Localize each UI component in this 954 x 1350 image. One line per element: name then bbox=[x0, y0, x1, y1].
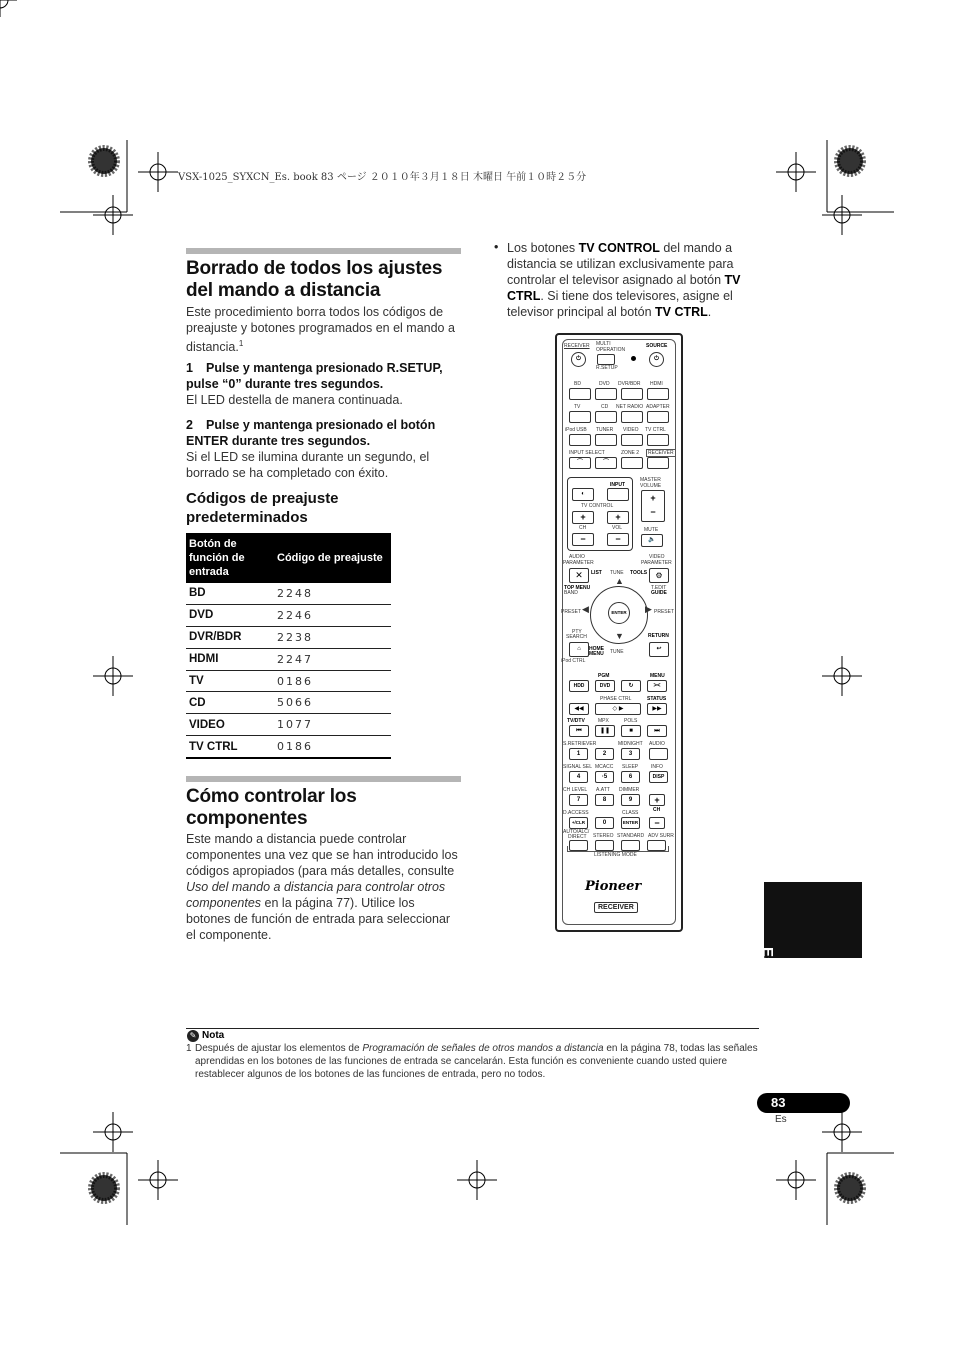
ipodusb-button[interactable] bbox=[569, 434, 591, 446]
label-dvrbdr: DVR/BDR bbox=[618, 381, 641, 387]
dpad-down-button[interactable]: ▼ bbox=[615, 631, 624, 641]
menu-button[interactable]: >< bbox=[647, 680, 667, 692]
step-2 bbox=[186, 417, 461, 481]
label-sleep: SLEEP bbox=[622, 764, 639, 770]
section-title-control: Cómo controlar los componentes bbox=[186, 786, 357, 829]
dpad-right-button[interactable]: ▶ bbox=[645, 604, 652, 614]
pioneer-logo: Pioneer bbox=[585, 879, 642, 894]
label-bd: BD bbox=[574, 381, 581, 387]
note-italic: Programación de señales de otros mandos a distancia bbox=[362, 1043, 604, 1054]
dpad-left-button[interactable]: ◀ bbox=[582, 604, 589, 614]
loop-button[interactable]: ↻ bbox=[621, 680, 641, 692]
channel-down-button[interactable]: − bbox=[649, 817, 665, 829]
section-title-reset: Borrado de todos los ajustes del mando a distancia bbox=[186, 258, 443, 301]
cd-button[interactable] bbox=[595, 411, 617, 423]
label-receiver: RECEIVER bbox=[564, 343, 590, 349]
label-hdmi: HDMI bbox=[650, 381, 663, 387]
number-2-button[interactable]: 2 bbox=[595, 748, 614, 760]
audio-parameter-button[interactable]: ✕ bbox=[569, 568, 589, 583]
label-ch: CH bbox=[579, 525, 587, 531]
label-tvcontrol: TV CONTROL bbox=[581, 503, 614, 509]
label-zone2: ZONE 2 bbox=[621, 450, 640, 456]
label-tune-bottom: TUNE bbox=[610, 649, 624, 655]
dpad-up-button[interactable]: ▲ bbox=[615, 576, 624, 586]
step-2-number: 2 bbox=[186, 418, 193, 432]
label-volume: VOLUME bbox=[640, 483, 662, 489]
section-rule bbox=[186, 248, 461, 254]
input-select-left-button[interactable]: ⌒ bbox=[569, 457, 591, 469]
bullet-bold: TV CTRL bbox=[507, 273, 741, 303]
bullet-seg: . bbox=[707, 305, 712, 319]
step-1-text: Pulse y mantenga presionado R.SETUP, pulse “0” durante tres segundos. bbox=[186, 361, 443, 391]
label-band: BAND bbox=[564, 590, 578, 596]
tv-input-button[interactable] bbox=[607, 488, 629, 501]
note-icon: ✎ bbox=[187, 1030, 199, 1042]
led-indicator bbox=[631, 356, 636, 361]
remote-controls bbox=[555, 333, 683, 932]
label-video: VIDEO bbox=[623, 427, 639, 433]
label-inputselect: INPUT SELECT bbox=[569, 450, 605, 456]
number-3-button[interactable]: 3 bbox=[621, 748, 640, 760]
fast-forward-button[interactable]: ▶▶ bbox=[647, 703, 667, 715]
page-number: 83 bbox=[771, 1095, 786, 1110]
bullet-dot: • bbox=[494, 240, 499, 254]
label-midnight: MIDNIGHT bbox=[618, 741, 643, 747]
label-home-menu: MENU bbox=[589, 651, 604, 657]
label-ch-right: CH bbox=[653, 807, 661, 813]
label-audio-parameter: PARAMETER bbox=[563, 560, 594, 566]
number-6-button[interactable]: 6 bbox=[621, 771, 640, 783]
hdd-button[interactable]: HDD bbox=[569, 680, 589, 692]
video-button[interactable] bbox=[621, 434, 643, 446]
step-2-instruction bbox=[186, 417, 461, 449]
number-7-button[interactable]: 7 bbox=[569, 794, 588, 806]
step-2-result: Si el LED se ilumina durante un segundo, el borrado se ha completado con éxito. bbox=[186, 450, 430, 480]
label-videop: VIDEO bbox=[649, 554, 665, 560]
label-status: STATUS bbox=[647, 696, 667, 702]
label-tv: TV bbox=[574, 404, 581, 410]
cell-code: 0186 bbox=[274, 670, 391, 692]
label-input: INPUT bbox=[610, 482, 625, 488]
table-row bbox=[186, 714, 391, 736]
number-1-button[interactable]: 1 bbox=[569, 748, 588, 760]
subsection-title: Códigos de preajuste predeterminados bbox=[186, 490, 339, 526]
return-button[interactable]: ↩ bbox=[649, 642, 669, 657]
cell-button: TV CTRL bbox=[186, 736, 274, 758]
bullet-bold: TV CTRL bbox=[655, 305, 708, 319]
channel-up-button[interactable]: + bbox=[649, 794, 665, 806]
pause-button[interactable]: ❚❚ bbox=[595, 725, 615, 737]
label-mcacc: MCACC bbox=[595, 764, 614, 770]
label-dimmer: DIMMER bbox=[619, 787, 640, 793]
label-operation: OPERATION bbox=[596, 347, 626, 353]
previous-button[interactable]: ⏮ bbox=[569, 725, 589, 737]
stop-button[interactable]: ■ bbox=[621, 725, 641, 737]
lang-code: Es bbox=[775, 1114, 787, 1125]
adapter-button[interactable] bbox=[647, 411, 669, 423]
label-autoalc: AUTO/ALC/ bbox=[563, 829, 590, 835]
vol-down-button[interactable]: − bbox=[607, 533, 629, 546]
cell-code: 2248 bbox=[274, 583, 391, 604]
label-standard: STANDARD bbox=[617, 833, 645, 839]
dvd-button[interactable] bbox=[595, 388, 617, 400]
bullet-seg: del mando a distancia se utilizan exclusivamente para controlar el televisor asignado al botón bbox=[507, 241, 734, 287]
label-info: INFO bbox=[651, 764, 663, 770]
label-search: SEARCH bbox=[566, 634, 587, 640]
label-chlevel: CH LEVEL bbox=[563, 787, 588, 793]
bullet-seg: Los botones bbox=[507, 241, 579, 255]
table-header-code: Código de preajuste bbox=[274, 533, 391, 583]
label-rsetup: R.SETUP bbox=[596, 365, 618, 371]
language-tab bbox=[759, 882, 862, 1006]
table-row bbox=[186, 692, 391, 714]
label-tvdtv: TV/DTV bbox=[567, 718, 585, 724]
label-audio: AUDIO bbox=[569, 554, 585, 560]
label-netradio: NET RADIO bbox=[616, 404, 644, 410]
mute-button[interactable]: 🔈 bbox=[641, 534, 663, 547]
table-row bbox=[186, 670, 391, 692]
cell-code: 2246 bbox=[274, 604, 391, 626]
note-seg: en la página 78, todas las señales aprendidas en los botones de las funciones de entrada se cancelarán. Esta función es conveniente cuando usted quiere restablecer algunos de los botones de las funciones de entrada, pero no todos. bbox=[195, 1043, 758, 1080]
footnote-ref: 1 bbox=[238, 339, 244, 348]
label-cd: CD bbox=[601, 404, 609, 410]
home-menu-button[interactable]: ⌂ bbox=[569, 642, 589, 657]
next-button[interactable]: ⏭ bbox=[647, 725, 667, 737]
remote-model-label: RECEIVER bbox=[594, 902, 638, 913]
cell-button: TV bbox=[186, 670, 274, 692]
label-receiver2: RECEIVER bbox=[648, 450, 674, 456]
label-pty: PTY bbox=[572, 629, 582, 635]
bullet-tv-control bbox=[494, 240, 759, 320]
step-1 bbox=[186, 360, 461, 408]
label-audio-button: AUDIO bbox=[649, 741, 665, 747]
reset-intro-text: Este procedimiento borra todos los códigos de preajuste y botones programados en el mando a distancia. bbox=[186, 305, 455, 355]
ch-up-button[interactable]: + bbox=[572, 511, 594, 524]
video-parameter-button[interactable]: ⚙ bbox=[649, 568, 669, 583]
cell-button: CD bbox=[186, 692, 274, 714]
display-button[interactable]: DISP bbox=[649, 771, 668, 783]
control-paragraph bbox=[186, 831, 461, 943]
cell-code: 2238 bbox=[274, 626, 391, 648]
cell-button: DVR/BDR bbox=[186, 626, 274, 648]
play-button[interactable]: ◇ ▶ bbox=[595, 703, 641, 715]
label-mute: MUTE bbox=[644, 527, 659, 533]
control-text-1: Este mando a distancia puede controlar componentes una vez que se han introducido los códigos apropiados (para más detalles, consulte bbox=[186, 832, 458, 878]
clear-button[interactable]: +/CLR bbox=[569, 817, 588, 829]
label-tedit: T.EDIT bbox=[651, 585, 667, 591]
number-8-button[interactable]: 8 bbox=[595, 794, 614, 806]
number-5-button[interactable]: ·5 bbox=[595, 771, 614, 783]
tvctrl-button[interactable] bbox=[647, 434, 669, 446]
note-seg: Después de ajustar los elementos de bbox=[195, 1043, 363, 1054]
label-daccess: D.ACCESS bbox=[563, 810, 589, 816]
table-row bbox=[186, 648, 391, 670]
label-tvctrl: TV CTRL bbox=[645, 427, 666, 433]
note-number: 1 bbox=[186, 1043, 192, 1054]
label-sretriever: S.RETRIEVER bbox=[563, 741, 597, 747]
hdmi-button[interactable] bbox=[647, 388, 669, 400]
enter-numeric-button[interactable]: ENTER bbox=[621, 817, 640, 829]
label-aatt: A.ATT bbox=[596, 787, 610, 793]
cell-button: DVD bbox=[186, 604, 274, 626]
label-topmenu: TOP MENU bbox=[564, 585, 591, 591]
note-rule bbox=[186, 1028, 759, 1029]
step-1-instruction bbox=[186, 360, 461, 392]
table-header-button: Botón de función de entrada bbox=[186, 533, 274, 583]
label-dvd: DVD bbox=[599, 381, 610, 387]
label-home: HOME bbox=[589, 646, 604, 652]
netradio-button[interactable] bbox=[621, 411, 643, 423]
label-tools: TOOLS bbox=[630, 570, 648, 576]
label-ipodusb: iPod USB bbox=[565, 427, 587, 433]
number-9-button[interactable]: 9 bbox=[621, 794, 640, 806]
source-power-button[interactable]: ⏻ bbox=[649, 352, 664, 367]
table-row bbox=[186, 736, 391, 758]
language-tab-label: Español bbox=[759, 947, 776, 1006]
note-label: Nota bbox=[202, 1030, 225, 1041]
preset-code-table bbox=[186, 533, 391, 759]
master-volume-rocker[interactable]: + − bbox=[641, 490, 665, 522]
label-menu: MENU bbox=[650, 673, 665, 679]
audio-button[interactable] bbox=[649, 748, 668, 760]
label-tuner: TUNER bbox=[596, 427, 614, 433]
input-select-right-button[interactable]: ⌒ bbox=[595, 457, 617, 469]
reset-intro bbox=[186, 304, 461, 355]
number-4-button[interactable]: 4 bbox=[569, 771, 588, 783]
note-text bbox=[195, 1042, 761, 1081]
cell-button: BD bbox=[186, 583, 274, 604]
label-class: CLASS bbox=[622, 810, 639, 816]
tv-button[interactable] bbox=[569, 411, 591, 423]
label-guide: GUIDE bbox=[651, 590, 667, 596]
tuner-button[interactable] bbox=[595, 434, 617, 446]
rewind-button[interactable]: ◀◀ bbox=[569, 703, 589, 715]
label-preset-left: PRESET bbox=[561, 609, 582, 615]
label-mpx: MPX bbox=[598, 718, 609, 724]
label-master: MASTER bbox=[640, 477, 661, 483]
table-row bbox=[186, 583, 391, 604]
cell-button: VIDEO bbox=[186, 714, 274, 736]
zone2-button[interactable] bbox=[621, 457, 643, 469]
cell-button: HDMI bbox=[186, 648, 274, 670]
label-advsurr: ADV SURR bbox=[648, 833, 674, 839]
bullet-seg: . Si tiene dos televisores, asigne el televisor principal al botón bbox=[507, 289, 733, 319]
control-text-ref: Uso del mando a distancia para controlar otros componentes bbox=[186, 880, 446, 910]
dvrbdr-button[interactable] bbox=[621, 388, 643, 400]
bullet-bold: TV CONTROL bbox=[578, 241, 660, 255]
label-pols: POLS bbox=[624, 718, 638, 724]
label-direct: DIRECT bbox=[568, 834, 587, 840]
cell-code: 1077 bbox=[274, 714, 391, 736]
cell-code: 0186 bbox=[274, 736, 391, 758]
ch-down-button[interactable]: − bbox=[572, 533, 594, 546]
number-0-button[interactable]: 0 bbox=[595, 817, 614, 829]
bd-button[interactable] bbox=[569, 388, 591, 400]
label-return: RETURN bbox=[648, 633, 669, 639]
step-1-number: 1 bbox=[186, 361, 193, 375]
bullet-text bbox=[507, 240, 759, 320]
label-pgm: PGM bbox=[598, 673, 610, 679]
table-row bbox=[186, 604, 391, 626]
control-text-2: en la página 77). Utilice los botones de función de entrada para seleccionar el componente. bbox=[186, 896, 451, 942]
label-multi: MULTI bbox=[596, 341, 611, 347]
step-2-text: Pulse y mantenga presionado el botón ENTER durante tres segundos. bbox=[186, 418, 436, 448]
cell-code: 5066 bbox=[274, 692, 391, 714]
print-header: VSX-1025_SYXCN_Es. book 83 ページ ２０１０年３月１８日 木曜日 午前１０時２５分 bbox=[178, 172, 587, 183]
label-stereo: STEREO bbox=[593, 833, 614, 839]
vol-up-button[interactable]: + bbox=[607, 511, 629, 524]
label-signalsel: SIGNAL SEL bbox=[563, 764, 592, 770]
label-preset-right: PRESET bbox=[654, 609, 675, 615]
page-number-badge bbox=[757, 1093, 850, 1113]
section-rule bbox=[186, 776, 461, 782]
dvd-transport-button[interactable]: DVD bbox=[595, 680, 615, 692]
label-vol: VOL bbox=[612, 525, 623, 531]
multi-operation-button[interactable] bbox=[597, 354, 615, 365]
enter-button[interactable]: ENTER bbox=[608, 602, 630, 624]
label-source: SOURCE bbox=[646, 343, 668, 349]
label-ipodctrl: iPod CTRL bbox=[561, 658, 586, 664]
receiver-power-button[interactable]: ⏻ bbox=[571, 352, 586, 367]
label-tune: TUNE bbox=[610, 570, 624, 576]
label-list: LIST bbox=[591, 570, 602, 576]
table-row bbox=[186, 626, 391, 648]
label-adapter: ADAPTER bbox=[646, 404, 670, 410]
cell-code: 2247 bbox=[274, 648, 391, 670]
tv-power-button[interactable]: ◐ bbox=[572, 488, 594, 501]
step-1-result: El LED destella de manera continuada. bbox=[186, 393, 403, 407]
label-phasectrl: PHASE CTRL bbox=[600, 696, 632, 702]
label-listeningmode: LISTENING MODE bbox=[594, 852, 637, 858]
receiver-mode-button[interactable] bbox=[647, 457, 669, 469]
label-video-parameter: PARAMETER bbox=[641, 560, 672, 566]
